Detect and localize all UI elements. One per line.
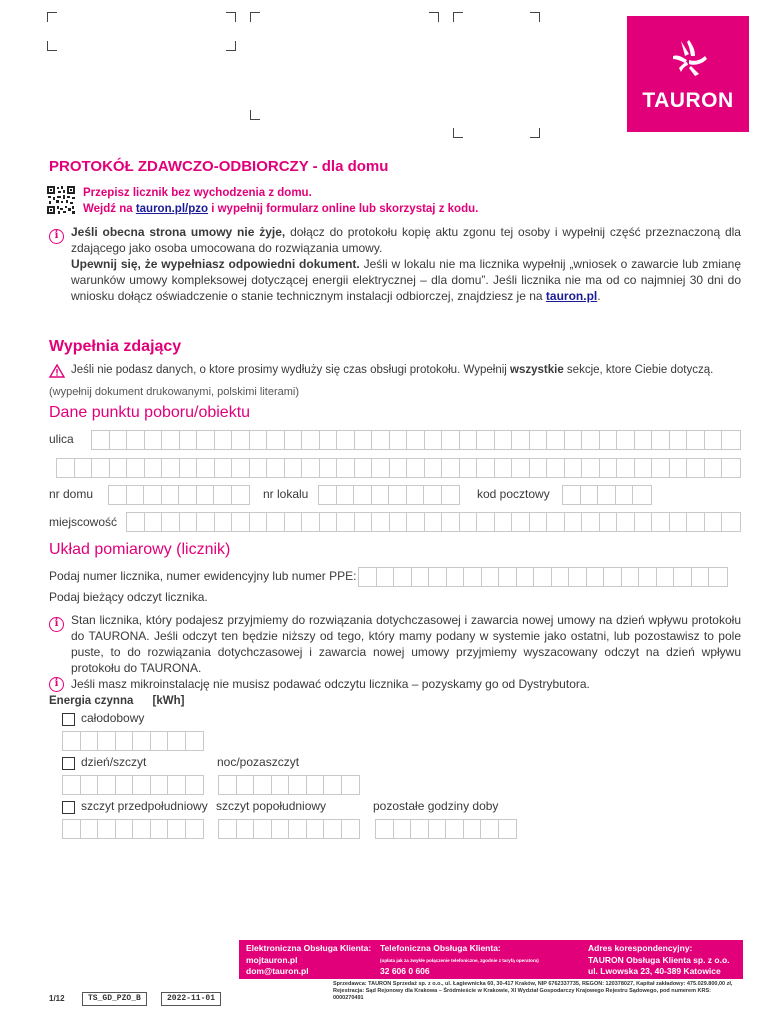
char-cell[interactable] (425, 459, 443, 477)
char-cell[interactable] (598, 486, 616, 504)
char-cell[interactable] (215, 431, 233, 449)
char-cell[interactable] (407, 513, 425, 531)
meter-number-label: Podaj numer licznika, numer ewidencyjny lub numer PPE: (49, 569, 357, 583)
footer-online-title: Elektroniczna Obsługa Klienta: (246, 943, 372, 953)
char-cell[interactable] (186, 820, 204, 838)
char-cell[interactable] (109, 486, 127, 504)
char-cell[interactable] (180, 513, 198, 531)
char-cell[interactable] (652, 431, 670, 449)
char-cell[interactable] (389, 486, 407, 504)
street-input-row-1[interactable] (91, 430, 741, 450)
notice-text-2: Jeśli w lokalu nie ma licznika wypełnij „wniosek o zawarcie lub zmianę warunków umowy kompleksowej dotyczącej energii elektrycznej – dla domu”. Jeśli licznika nie ma od co najmniej 30 dni do wniosku dołącz oświadczenie o stanie technicznym instalacji odbiorczej, znajdziesz je na (71, 257, 741, 303)
char-cell[interactable] (302, 513, 320, 531)
char-cell[interactable] (289, 776, 307, 794)
char-cell[interactable] (512, 431, 530, 449)
char-cell[interactable] (307, 820, 325, 838)
reading-info: Stan licznika, który podajesz przyjmiemy do rozwiązania dotychczasowej i zawarcia nowej umowy na dzień wpływu protokołu do TAURONA. Jeśli odczyt ten będzie niższy od tego, który mamy podany w systemie jako ostatni, lub pozostawisz to pole puste, to do rozwiązania dotychczasowej i zawarcia nowej umowy przyjmiemy wyszacowany odczyt na dzień wpływu protokołu do TAURONA. (71, 613, 741, 675)
char-cell[interactable] (565, 431, 583, 449)
char-cell[interactable] (354, 486, 372, 504)
char-cell[interactable] (144, 486, 162, 504)
char-cell[interactable] (63, 776, 81, 794)
char-cell[interactable] (617, 513, 635, 531)
char-cell[interactable] (390, 431, 408, 449)
char-cell[interactable] (617, 431, 635, 449)
char-cell[interactable] (151, 776, 169, 794)
street-label: ulica (49, 432, 74, 446)
char-cell[interactable] (254, 820, 272, 838)
char-cell[interactable] (197, 459, 215, 477)
char-cell[interactable] (162, 486, 180, 504)
char-cell[interactable] (705, 459, 723, 477)
char-cell[interactable] (600, 513, 618, 531)
morning-peak-label: szczyt przedpołudniowy (81, 799, 208, 813)
afternoon-peak-reading-input[interactable] (218, 819, 360, 839)
char-cell[interactable] (429, 568, 447, 586)
char-cell[interactable] (337, 513, 355, 531)
char-cell[interactable] (116, 820, 134, 838)
char-cell[interactable] (98, 820, 116, 838)
char-cell[interactable] (722, 513, 740, 531)
char-cell[interactable] (633, 486, 651, 504)
char-cell[interactable] (179, 486, 197, 504)
char-cell[interactable] (272, 820, 290, 838)
char-cell[interactable] (652, 513, 670, 531)
char-cell[interactable] (565, 513, 583, 531)
footer-phone-title: Telefoniczna Obsługa Klienta: (380, 943, 501, 953)
char-cell[interactable] (250, 431, 268, 449)
char-cell[interactable] (81, 820, 99, 838)
day-peak-reading-input[interactable] (62, 775, 204, 795)
char-cell[interactable] (447, 568, 465, 586)
char-cell[interactable] (639, 568, 657, 586)
notice-text-1: dołącz do protokołu kopię aktu zgonu tej osoby i wypełnij część przeznaczoną dla zdającego jako osoba umocowana do rozwiązania umowy. (71, 225, 741, 255)
energy-label (49, 695, 184, 707)
all-day-reading-input[interactable] (62, 731, 204, 751)
qr-code-icon (47, 186, 75, 214)
char-cell[interactable] (674, 568, 692, 586)
char-cell[interactable] (722, 459, 740, 477)
char-cell[interactable] (342, 776, 360, 794)
crop-mark (47, 12, 57, 22)
char-cell[interactable] (635, 431, 653, 449)
char-cell[interactable] (670, 513, 688, 531)
print-hint: (wypełnij dokument drukowanymi, polskimi literami) (49, 386, 300, 398)
char-cell[interactable] (250, 459, 268, 477)
promo-line-1: Przepisz licznik bez wychodzenia z domu. (83, 187, 312, 199)
char-cell[interactable] (197, 486, 215, 504)
char-cell[interactable] (285, 513, 303, 531)
char-cell[interactable] (582, 459, 600, 477)
char-cell[interactable] (581, 486, 599, 504)
char-cell[interactable] (670, 431, 688, 449)
char-cell[interactable] (162, 431, 180, 449)
footer-address (588, 943, 730, 978)
other-hours-label: pozostałe godziny doby (373, 799, 499, 813)
street-input-row-2[interactable] (56, 458, 741, 478)
char-cell[interactable] (355, 459, 373, 477)
char-cell[interactable] (705, 513, 723, 531)
char-cell[interactable] (63, 820, 81, 838)
char-cell[interactable] (390, 513, 408, 531)
crop-mark (453, 12, 463, 22)
all-day-label: całodobowy (81, 711, 145, 725)
char-cell[interactable] (499, 820, 517, 838)
char-cell[interactable] (145, 459, 163, 477)
footer-phone-note: (opłata jak za zwykłe połączenie telefoniczne, zgodnie z taryfą operatora) (380, 957, 539, 963)
postal-code-label: kod pocztowy (477, 487, 550, 501)
char-cell[interactable] (652, 459, 670, 477)
char-cell[interactable] (407, 431, 425, 449)
char-cell[interactable] (530, 513, 548, 531)
char-cell[interactable] (464, 568, 482, 586)
char-cell[interactable] (186, 776, 204, 794)
promo-line-2 (83, 201, 478, 217)
char-cell[interactable] (320, 431, 338, 449)
char-cell[interactable] (635, 513, 653, 531)
section-heading-meter: Układ pomiarowy (licznik) (49, 541, 231, 558)
char-cell[interactable] (151, 820, 169, 838)
char-cell[interactable] (337, 486, 355, 504)
document-date: 2022-11-01 (161, 992, 221, 1006)
day-peak-label: dzień/szczyt (81, 755, 147, 769)
char-cell[interactable] (219, 776, 237, 794)
char-cell[interactable] (407, 459, 425, 477)
three-zone-checkbox[interactable] (62, 801, 75, 814)
char-cell[interactable] (709, 568, 727, 586)
char-cell[interactable] (616, 486, 634, 504)
char-cell[interactable] (587, 568, 605, 586)
char-cell[interactable] (302, 431, 320, 449)
char-cell[interactable] (145, 513, 163, 531)
char-cell[interactable] (81, 776, 99, 794)
char-cell[interactable] (320, 459, 338, 477)
info-icon: i (49, 617, 64, 632)
char-cell[interactable] (481, 820, 499, 838)
char-cell[interactable] (92, 431, 110, 449)
char-cell[interactable] (285, 431, 303, 449)
char-cell[interactable] (133, 732, 151, 750)
char-cell[interactable] (110, 431, 128, 449)
char-cell[interactable] (547, 459, 565, 477)
afternoon-peak-label: szczyt popołudniowy (216, 799, 327, 813)
char-cell[interactable] (534, 568, 552, 586)
char-cell[interactable] (116, 776, 134, 794)
char-cell[interactable] (600, 459, 618, 477)
char-cell[interactable] (272, 776, 290, 794)
meter-number-input[interactable] (358, 567, 728, 587)
char-cell[interactable] (98, 732, 116, 750)
notice-bold-1: Jeśli obecna strona umowy nie żyje, (71, 225, 286, 239)
city-input[interactable] (126, 512, 741, 532)
char-cell[interactable] (569, 568, 587, 586)
current-reading-label: Podaj bieżący odczyt licznika. (49, 590, 208, 604)
char-cell[interactable] (307, 776, 325, 794)
crop-mark (429, 12, 439, 22)
char-cell[interactable] (477, 513, 495, 531)
char-cell[interactable] (168, 776, 186, 794)
char-cell[interactable] (232, 459, 250, 477)
death-and-document-notice (71, 224, 741, 304)
char-cell[interactable] (267, 513, 285, 531)
flat-number-label: nr lokalu (263, 487, 309, 501)
char-cell[interactable] (512, 459, 530, 477)
char-cell[interactable] (425, 431, 443, 449)
char-cell[interactable] (320, 513, 338, 531)
char-cell[interactable] (372, 486, 390, 504)
legal-notice: Sprzedawca: TAURON Sprzedaż sp. z o.o., ul. Łagiewnicka 60, 30-417 Kraków, NIP 6762337735, REGON: 120378027, Kapitał zakładowy: 475.029.800,00 zł, Rejestracja: Sąd Rejonowy dla Krakowa – Śródmieście w Krakowie, XI Wydział Gospodarczy Krajowego Rejestru Sądowego, pod numerem KRS: 0000270491 (333, 981, 733, 1001)
section-heading-address: Dane punktu poboru/obiektu (49, 404, 251, 421)
postal-code-input[interactable] (562, 485, 652, 505)
char-cell[interactable] (565, 459, 583, 477)
char-cell[interactable] (63, 732, 81, 750)
footer-address-company: TAURON Obsługa Klienta sp. z o.o. (588, 954, 730, 965)
char-cell[interactable] (464, 820, 482, 838)
char-cell[interactable] (372, 459, 390, 477)
char-cell[interactable] (232, 431, 250, 449)
tauron-link[interactable]: tauron.pl (545, 289, 598, 303)
char-cell[interactable] (563, 486, 581, 504)
char-cell[interactable] (232, 513, 250, 531)
energy-title: Energia czynna (49, 695, 134, 707)
crop-mark (530, 12, 540, 22)
footer-phone-contact (380, 943, 539, 977)
char-cell[interactable] (582, 513, 600, 531)
char-cell[interactable] (390, 459, 408, 477)
char-cell[interactable] (215, 459, 233, 477)
footer-online-contact (246, 943, 371, 978)
house-number-label: nr domu (49, 487, 94, 501)
footer-address-street: ul. Lwowska 23, 40-389 Katowice (588, 966, 721, 976)
char-cell[interactable] (285, 459, 303, 477)
house-number-input[interactable] (108, 485, 250, 505)
char-cell[interactable] (254, 776, 272, 794)
char-cell[interactable] (547, 513, 565, 531)
char-cell[interactable] (180, 459, 198, 477)
char-cell[interactable] (237, 820, 255, 838)
char-cell[interactable] (512, 513, 530, 531)
pzo-link[interactable]: tauron.pl/pzo (135, 203, 209, 215)
char-cell[interactable] (407, 486, 425, 504)
crop-mark (47, 41, 57, 51)
crop-mark (226, 41, 236, 51)
char-cell[interactable] (424, 486, 442, 504)
char-cell[interactable] (552, 568, 570, 586)
char-cell[interactable] (687, 513, 705, 531)
char-cell[interactable] (442, 459, 460, 477)
night-offpeak-label: noc/pozaszczyt (217, 755, 300, 769)
char-cell[interactable] (482, 568, 500, 586)
char-cell[interactable] (81, 732, 99, 750)
char-cell[interactable] (337, 431, 355, 449)
char-cell[interactable] (377, 568, 395, 586)
crop-mark (453, 128, 463, 138)
warning-text-end: sekcje, ktore Ciebie dotyczą. (563, 364, 714, 376)
char-cell[interactable] (116, 732, 134, 750)
crop-mark (226, 12, 236, 22)
char-cell[interactable] (372, 431, 390, 449)
char-cell[interactable] (495, 513, 513, 531)
char-cell[interactable] (127, 486, 145, 504)
char-cell[interactable] (411, 820, 429, 838)
char-cell[interactable] (670, 459, 688, 477)
char-cell[interactable] (705, 431, 723, 449)
contact-footer (239, 940, 743, 979)
char-cell[interactable] (197, 513, 215, 531)
char-cell[interactable] (446, 820, 464, 838)
char-cell[interactable] (355, 513, 373, 531)
char-cell[interactable] (376, 820, 394, 838)
char-cell[interactable] (324, 820, 342, 838)
char-cell[interactable] (442, 513, 460, 531)
document-code: TS_GD_PZO_B (82, 992, 147, 1006)
footer-address-title: Adres korespondencyjny: (588, 943, 693, 953)
char-cell[interactable] (547, 431, 565, 449)
email-link[interactable]: dom@tauron.pl (246, 966, 309, 976)
char-cell[interactable] (324, 776, 342, 794)
all-day-checkbox[interactable] (62, 713, 75, 726)
char-cell[interactable] (499, 568, 517, 586)
char-cell[interactable] (460, 459, 478, 477)
missing-data-warning (71, 364, 713, 376)
warning-text: Jeśli nie podasz danych, o ktore prosimy wydłuży się czas obsługi protokołu. Wypełnij (71, 364, 511, 376)
char-cell[interactable] (477, 459, 495, 477)
char-cell[interactable] (530, 431, 548, 449)
char-cell[interactable] (622, 568, 640, 586)
char-cell[interactable] (127, 459, 145, 477)
energy-unit: [kWh] (152, 695, 185, 707)
char-cell[interactable] (57, 459, 75, 477)
char-cell[interactable] (92, 459, 110, 477)
char-cell[interactable] (289, 820, 307, 838)
page-number: 1/12 (49, 994, 65, 1003)
char-cell[interactable] (180, 431, 198, 449)
char-cell[interactable] (162, 459, 180, 477)
char-cell[interactable] (197, 431, 215, 449)
flat-number-input[interactable] (318, 485, 460, 505)
notice-bold-2: Upewnij się, że wypełniasz odpowiedni dokument. (71, 257, 360, 271)
crop-mark (250, 110, 260, 120)
char-cell[interactable] (133, 820, 151, 838)
char-cell[interactable] (394, 568, 412, 586)
char-cell[interactable] (127, 431, 145, 449)
info-icon: i (49, 229, 64, 244)
char-cell[interactable] (495, 459, 513, 477)
char-cell[interactable] (442, 431, 460, 449)
char-cell[interactable] (215, 513, 233, 531)
char-cell[interactable] (477, 431, 495, 449)
char-cell[interactable] (319, 486, 337, 504)
char-cell[interactable] (657, 568, 675, 586)
warning-bold: wszystkie (510, 364, 564, 376)
char-cell[interactable] (600, 431, 618, 449)
microinstallation-info: Jeśli masz mikroinstalację nie musisz podawać odczytu licznika – pozyskamy go od Dystrybutora. (71, 677, 590, 691)
char-cell[interactable] (219, 820, 237, 838)
warning-icon (49, 364, 65, 378)
char-cell[interactable] (692, 568, 710, 586)
crop-mark (250, 12, 260, 22)
char-cell[interactable] (133, 776, 151, 794)
char-cell[interactable] (517, 568, 535, 586)
char-cell[interactable] (687, 431, 705, 449)
logo-wordmark: TAURON (642, 89, 734, 112)
char-cell[interactable] (460, 431, 478, 449)
char-cell[interactable] (442, 486, 460, 504)
char-cell[interactable] (267, 459, 285, 477)
char-cell[interactable] (604, 568, 622, 586)
char-cell[interactable] (359, 568, 377, 586)
footer-phone-number[interactable]: 32 606 0 606 (380, 965, 430, 976)
day-peak-checkbox[interactable] (62, 757, 75, 770)
char-cell[interactable] (168, 732, 186, 750)
char-cell[interactable] (98, 776, 116, 794)
char-cell[interactable] (582, 431, 600, 449)
char-cell[interactable] (250, 513, 268, 531)
char-cell[interactable] (495, 431, 513, 449)
tauron-logo (627, 16, 749, 132)
mojtauron-link[interactable]: mojtauron.pl (246, 954, 298, 965)
other-hours-reading-input[interactable] (375, 819, 517, 839)
char-cell[interactable] (617, 459, 635, 477)
promo-suffix: i wypełnij formularz online lub skorzystaj z kodu. (208, 203, 479, 215)
char-cell[interactable] (145, 431, 163, 449)
char-cell[interactable] (186, 732, 204, 750)
morning-peak-reading-input[interactable] (62, 819, 204, 839)
online-form-promo (83, 185, 478, 217)
char-cell[interactable] (429, 820, 447, 838)
section-heading-giver: Wypełnia zdający (49, 338, 182, 355)
char-cell[interactable] (412, 568, 430, 586)
char-cell[interactable] (162, 513, 180, 531)
city-label: miejscowość (49, 515, 118, 529)
char-cell[interactable] (168, 820, 186, 838)
char-cell[interactable] (214, 486, 232, 504)
char-cell[interactable] (342, 820, 360, 838)
char-cell[interactable] (151, 732, 169, 750)
notice-text-3: . (597, 289, 601, 303)
char-cell[interactable] (394, 820, 412, 838)
char-cell[interactable] (267, 431, 285, 449)
char-cell[interactable] (75, 459, 93, 477)
char-cell[interactable] (722, 431, 740, 449)
crop-mark (530, 128, 540, 138)
char-cell[interactable] (232, 486, 250, 504)
char-cell[interactable] (687, 459, 705, 477)
char-cell[interactable] (425, 513, 443, 531)
char-cell[interactable] (337, 459, 355, 477)
page-title: PROTOKÓŁ ZDAWCZO-ODBIORCZY - dla domu (49, 158, 389, 175)
char-cell[interactable] (302, 459, 320, 477)
night-offpeak-reading-input[interactable] (218, 775, 360, 795)
char-cell[interactable] (635, 459, 653, 477)
char-cell[interactable] (530, 459, 548, 477)
tauron-star-icon (627, 16, 749, 86)
char-cell[interactable] (110, 459, 128, 477)
char-cell[interactable] (460, 513, 478, 531)
promo-prefix: Wejdź na (83, 203, 136, 215)
char-cell[interactable] (127, 513, 145, 531)
char-cell[interactable] (355, 431, 373, 449)
info-icon: i (49, 677, 64, 692)
char-cell[interactable] (237, 776, 255, 794)
char-cell[interactable] (372, 513, 390, 531)
